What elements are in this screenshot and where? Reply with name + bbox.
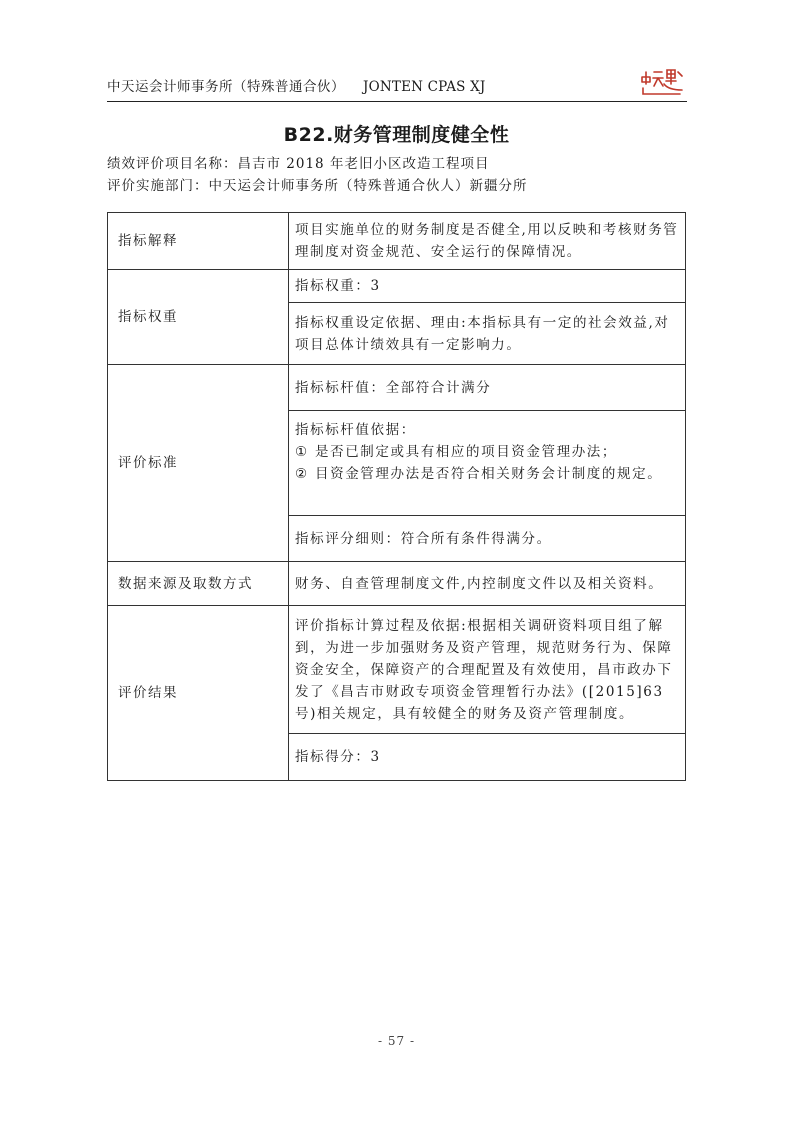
header-firm-name: 中天运会计师事务所（特殊普通合伙）	[107, 79, 345, 95]
result-score: 指标得分：3	[289, 734, 686, 781]
weight-value: 指标权重：3	[289, 270, 686, 303]
scoring-detail: 指标评分细则：符合所有条件得满分。	[289, 516, 686, 562]
table-row-result	[108, 606, 686, 734]
row-label-standard: 评价标准	[108, 365, 289, 562]
row-label-weight: 指标权重	[108, 270, 289, 365]
project-meta	[107, 153, 687, 197]
list-item-number: ①	[295, 444, 309, 460]
list-item-number: ②	[295, 466, 309, 482]
row-label-explain: 指标解释	[108, 213, 289, 270]
row-label-source: 数据来源及取数方式	[108, 562, 289, 606]
data-source-text: 财务、自查管理制度文件,内控制度文件以及相关资料。	[289, 562, 686, 606]
project-name: 绩效评价项目名称：昌吉市 2018 年老旧小区改造工程项目	[107, 156, 490, 172]
header-firm-english: JONTEN CPAS XJ	[363, 79, 486, 95]
weight-basis: 指标权重设定依据、理由:本指标具有一定的社会效益,对项目总体计绩效具有一定影响力。	[289, 303, 686, 365]
benchmark-value: 指标标杆值：全部符合计满分	[289, 365, 686, 411]
benchmark-basis-title: 指标标杆值依据：	[295, 422, 416, 438]
table-row-weight	[108, 270, 686, 303]
table-row-standard	[108, 365, 686, 411]
page-title: B22.财务管理制度健全性	[283, 124, 510, 146]
running-header	[107, 74, 687, 100]
header-rule	[107, 101, 687, 102]
result-process: 评价指标计算过程及依据:根据相关调研资料项目组了解到，为进一步加强财务及资产管理，规范财务行为、保障资金安全，保障资产的合理配置及有效使用，昌市政办下发了《昌吉市财政专项资金管理暂行办法》([2015]63 号)相关规定，具有较健全的财务及资产管理制度。	[289, 606, 686, 734]
benchmark-basis	[289, 411, 686, 516]
row-label-result: 评价结果	[108, 606, 289, 781]
firm-logo-seal	[640, 66, 684, 98]
table-row-source	[108, 562, 686, 606]
explain-text: 项目实施单位的财务制度是否健全,用以反映和考核财务管理制度对资金规范、安全运行的保障情况。	[289, 213, 686, 270]
table-row-explain	[108, 213, 686, 270]
implementing-department: 评价实施部门：中天运会计师事务所（特殊普通合伙人）新疆分所	[107, 178, 528, 194]
list-item-text: 目资金管理办法是否符合相关财务会计制度的规定。	[315, 466, 663, 482]
list-item	[295, 441, 679, 463]
indicator-table	[107, 212, 686, 781]
list-item	[295, 463, 679, 485]
list-item-text: 是否已制定或具有相应的项目资金管理办法；	[315, 444, 617, 460]
page-number: - 57 -	[377, 1034, 415, 1048]
